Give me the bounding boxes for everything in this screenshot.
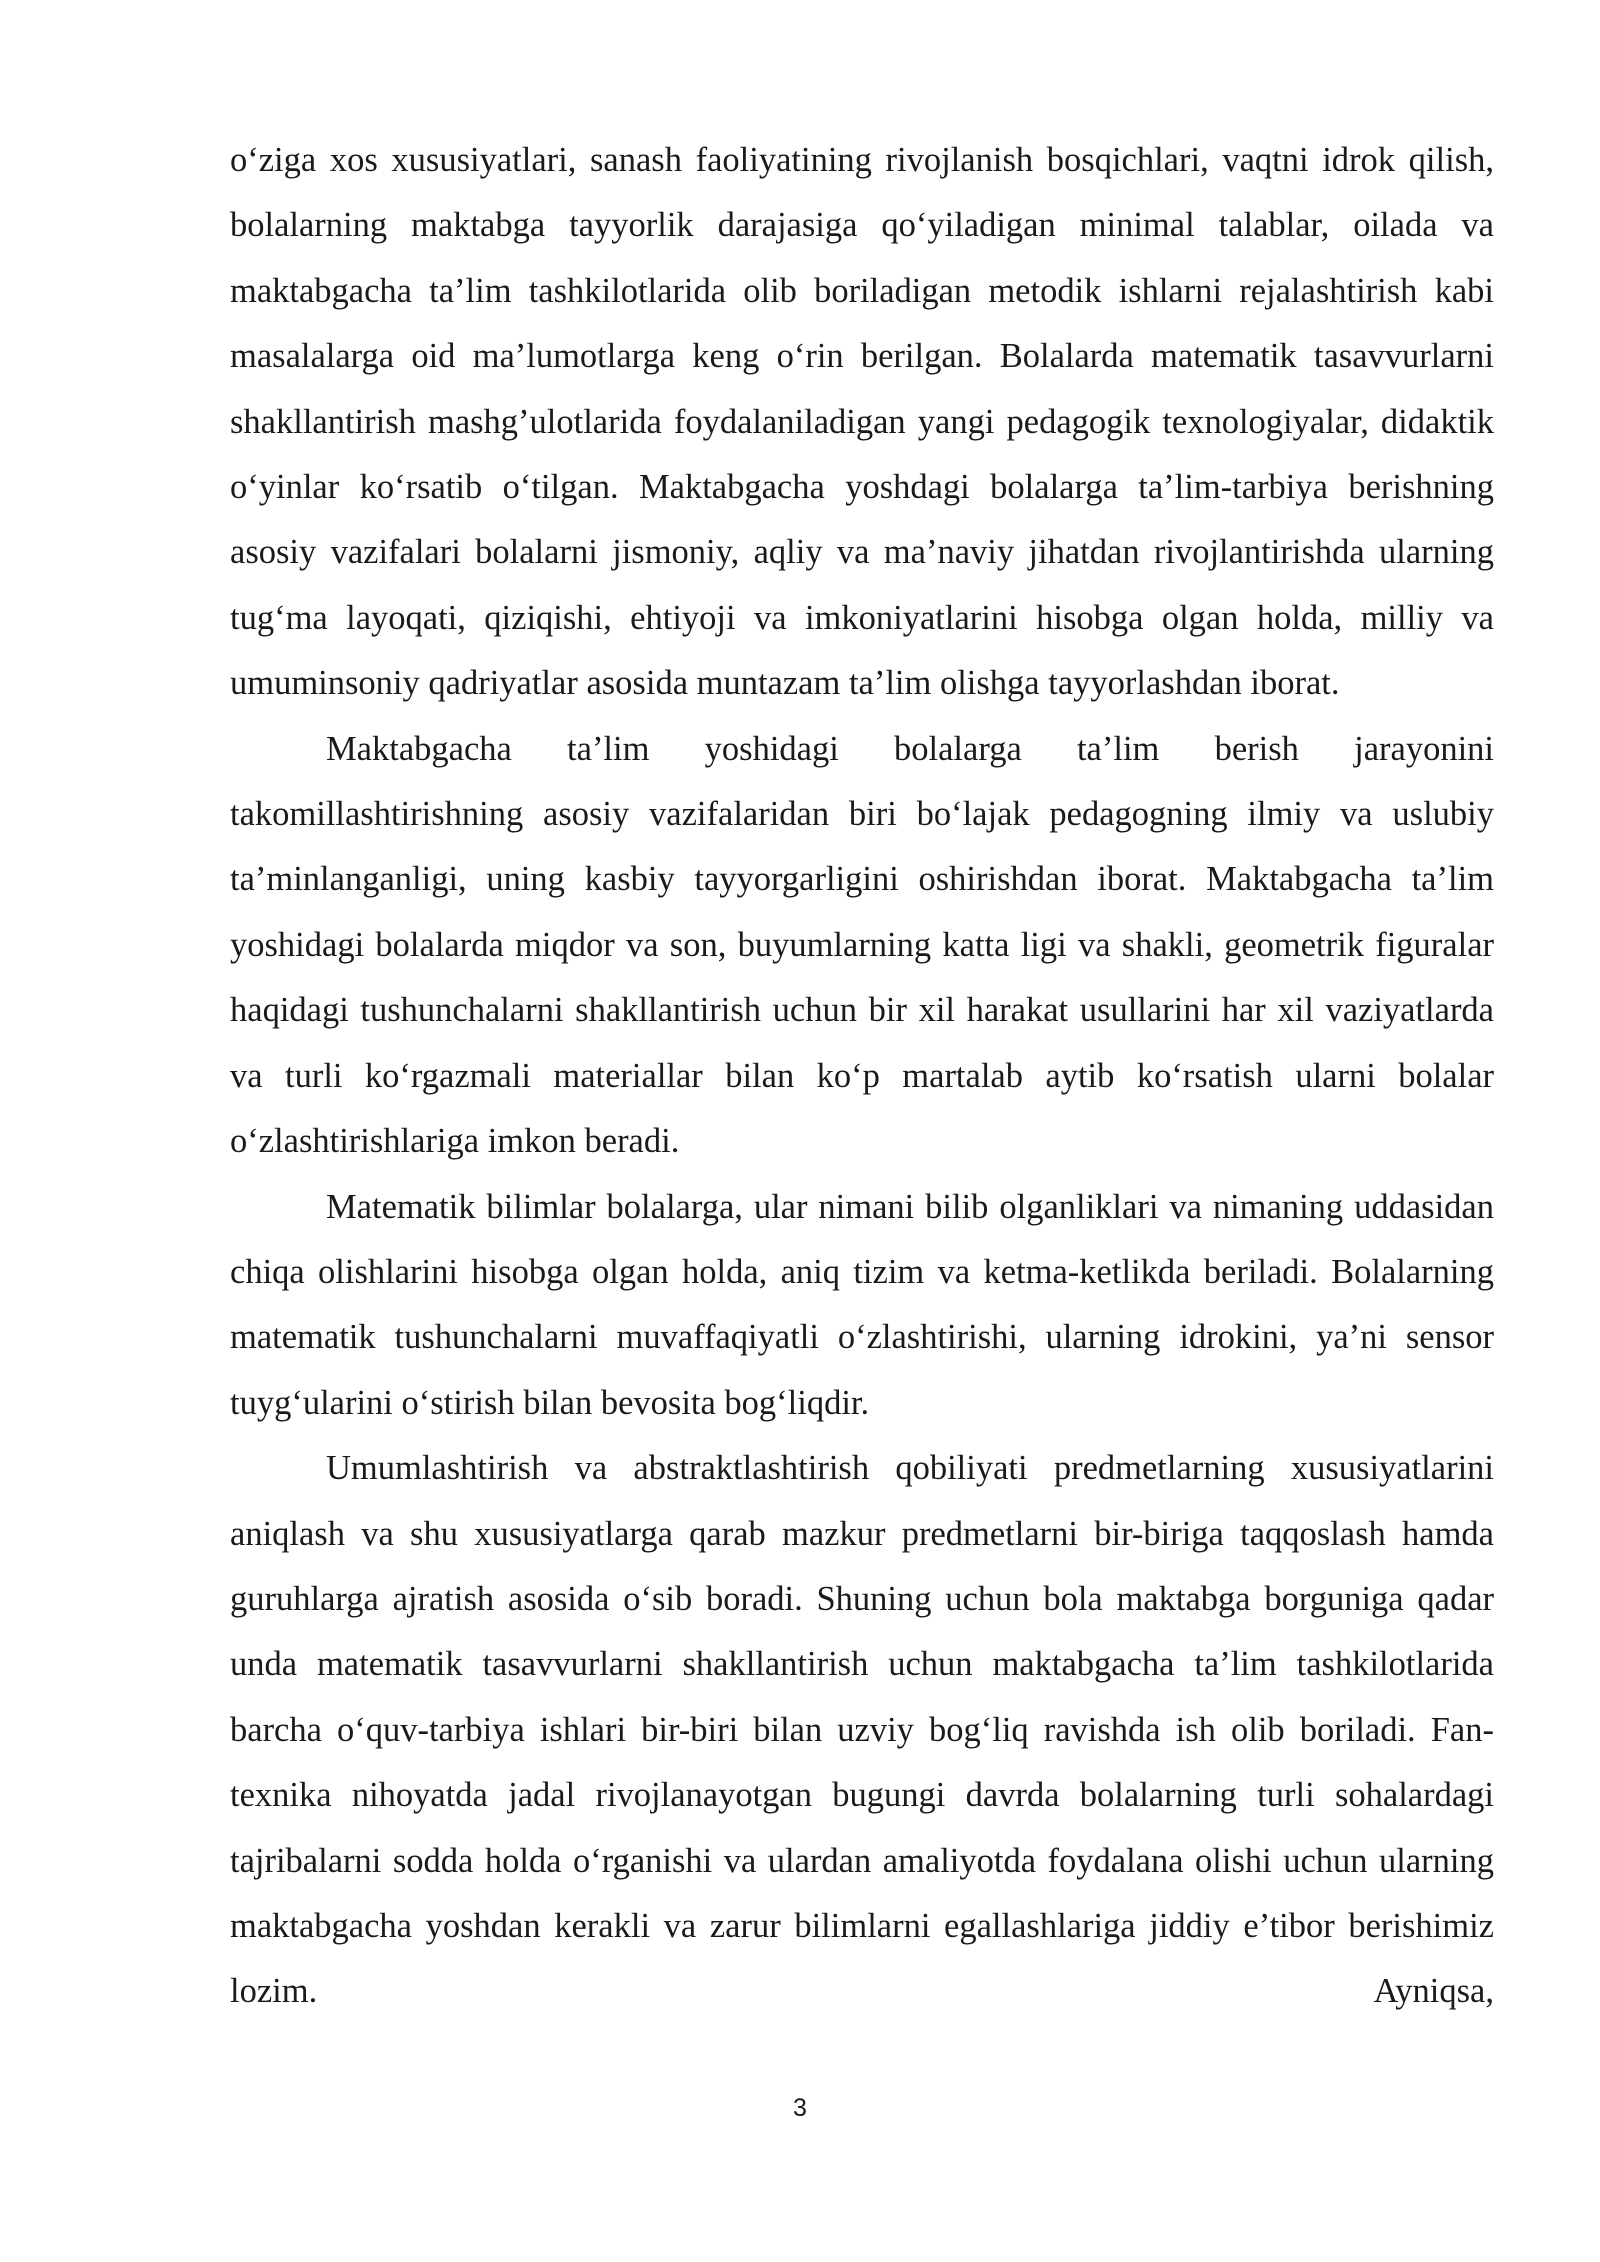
paragraph-1: o‘ziga xos xususiyatlari, sanash faoliyatining rivojlanish bosqichlari, vaqtni idrok qilish, bolalarning maktabga tayyorlik darajasiga qo‘yiladigan minimal talablar, oilada va maktabgacha ta’lim tashkilotlarida olib boriladigan metodik ishlarni rejalashtirish kabi masalalarga oid ma’lumotlarga keng o‘rin berilgan. Bolalarda matematik tasavvurlarni shakllantirish mashg’ulotlarida foydalaniladigan yangi pedagogik texnologiyalar, didaktik o‘yinlar ko‘rsatib o‘tilgan. Maktabgacha yoshdagi bolalarga ta’lim-tarbiya berishning asosiy vazifalari bolalarni jismoniy, aqliy va ma’naviy jihatdan rivojlantirishda ularning tug‘ma layoqati, qiziqishi, ehtiyoji va imkoniyatlarini hisobga olgan holda, milliy va umuminsoniy qadriyatlar asosida muntazam ta’lim olishga tayyorlashdan iborat. <box>230 141 1494 703</box>
paragraph-2: Maktabgacha ta’lim yoshidagi bolalarga ta’lim berish jarayonini takomillashtirishning asosiy vazifalaridan biri bo‘lajak pedagogning ilmiy va uslubiy ta’minlanganligi, uning kasbiy tayyorgarligini oshirishdan iborat. Maktabgacha ta’lim yoshidagi bolalarda miqdor va son, buyumlarning katta ligi va shakli, geometrik figuralar haqidagi tushunchalarni shakllantirish uchun bir xil harakat usullarini har xil vaziyatlarda va turli ko‘rgazmali materiallar bilan ko‘p martalab aytib ko‘rsatish ularni bolalar o‘zlashtirishlariga imkon beradi. <box>230 729 1494 1161</box>
paragraph-3: Matematik bilimlar bolalarga, ular nimani bilib olganliklari va nimaning uddasidan chiqa olishlarini hisobga olgan holda, aniq tizim va ketma-ketlikda beriladi. Bolalarning matematik tushunchalarni muvaffaqiyatli o‘zlashtirishi, ularning idrokini, ya’ni sensor tuyg‘ularini o‘stirish bilan bevosita bog‘liqdir. <box>230 1187 1494 1422</box>
document-body <box>230 128 1494 2025</box>
paragraph-4: Umumlashtirish va abstraktlashtirish qobiliyati predmetlarning xususiyatlarini aniqlash va shu xususiyatlarga qarab mazkur predmetlarni bir-biriga taqqoslash hamda guruhlarga ajratish asosida o‘sib boradi. Shuning uchun bola maktabga borguniga qadar unda matematik tasavvurlarni shakllantirish uchun maktabgacha ta’lim tashkilotlarida barcha o‘quv-tarbiya ishlari bir-biri bilan uzviy bog‘liq ravishda ish olib boriladi. Fan-texnika nihoyatda jadal rivojlanayotgan bugungi davrda bolalarning turli sohalardagi tajribalarni sodda holda o‘rganishi va ulardan amaliyotda foydalana olishi uchun ularning maktabgacha yoshdan kerakli va zarur bilimlarni egallashlariga jiddiy e’tibor berishimiz lozim. Ayniqsa, <box>230 1449 1494 2011</box>
page-number: 3 <box>793 2094 807 2122</box>
